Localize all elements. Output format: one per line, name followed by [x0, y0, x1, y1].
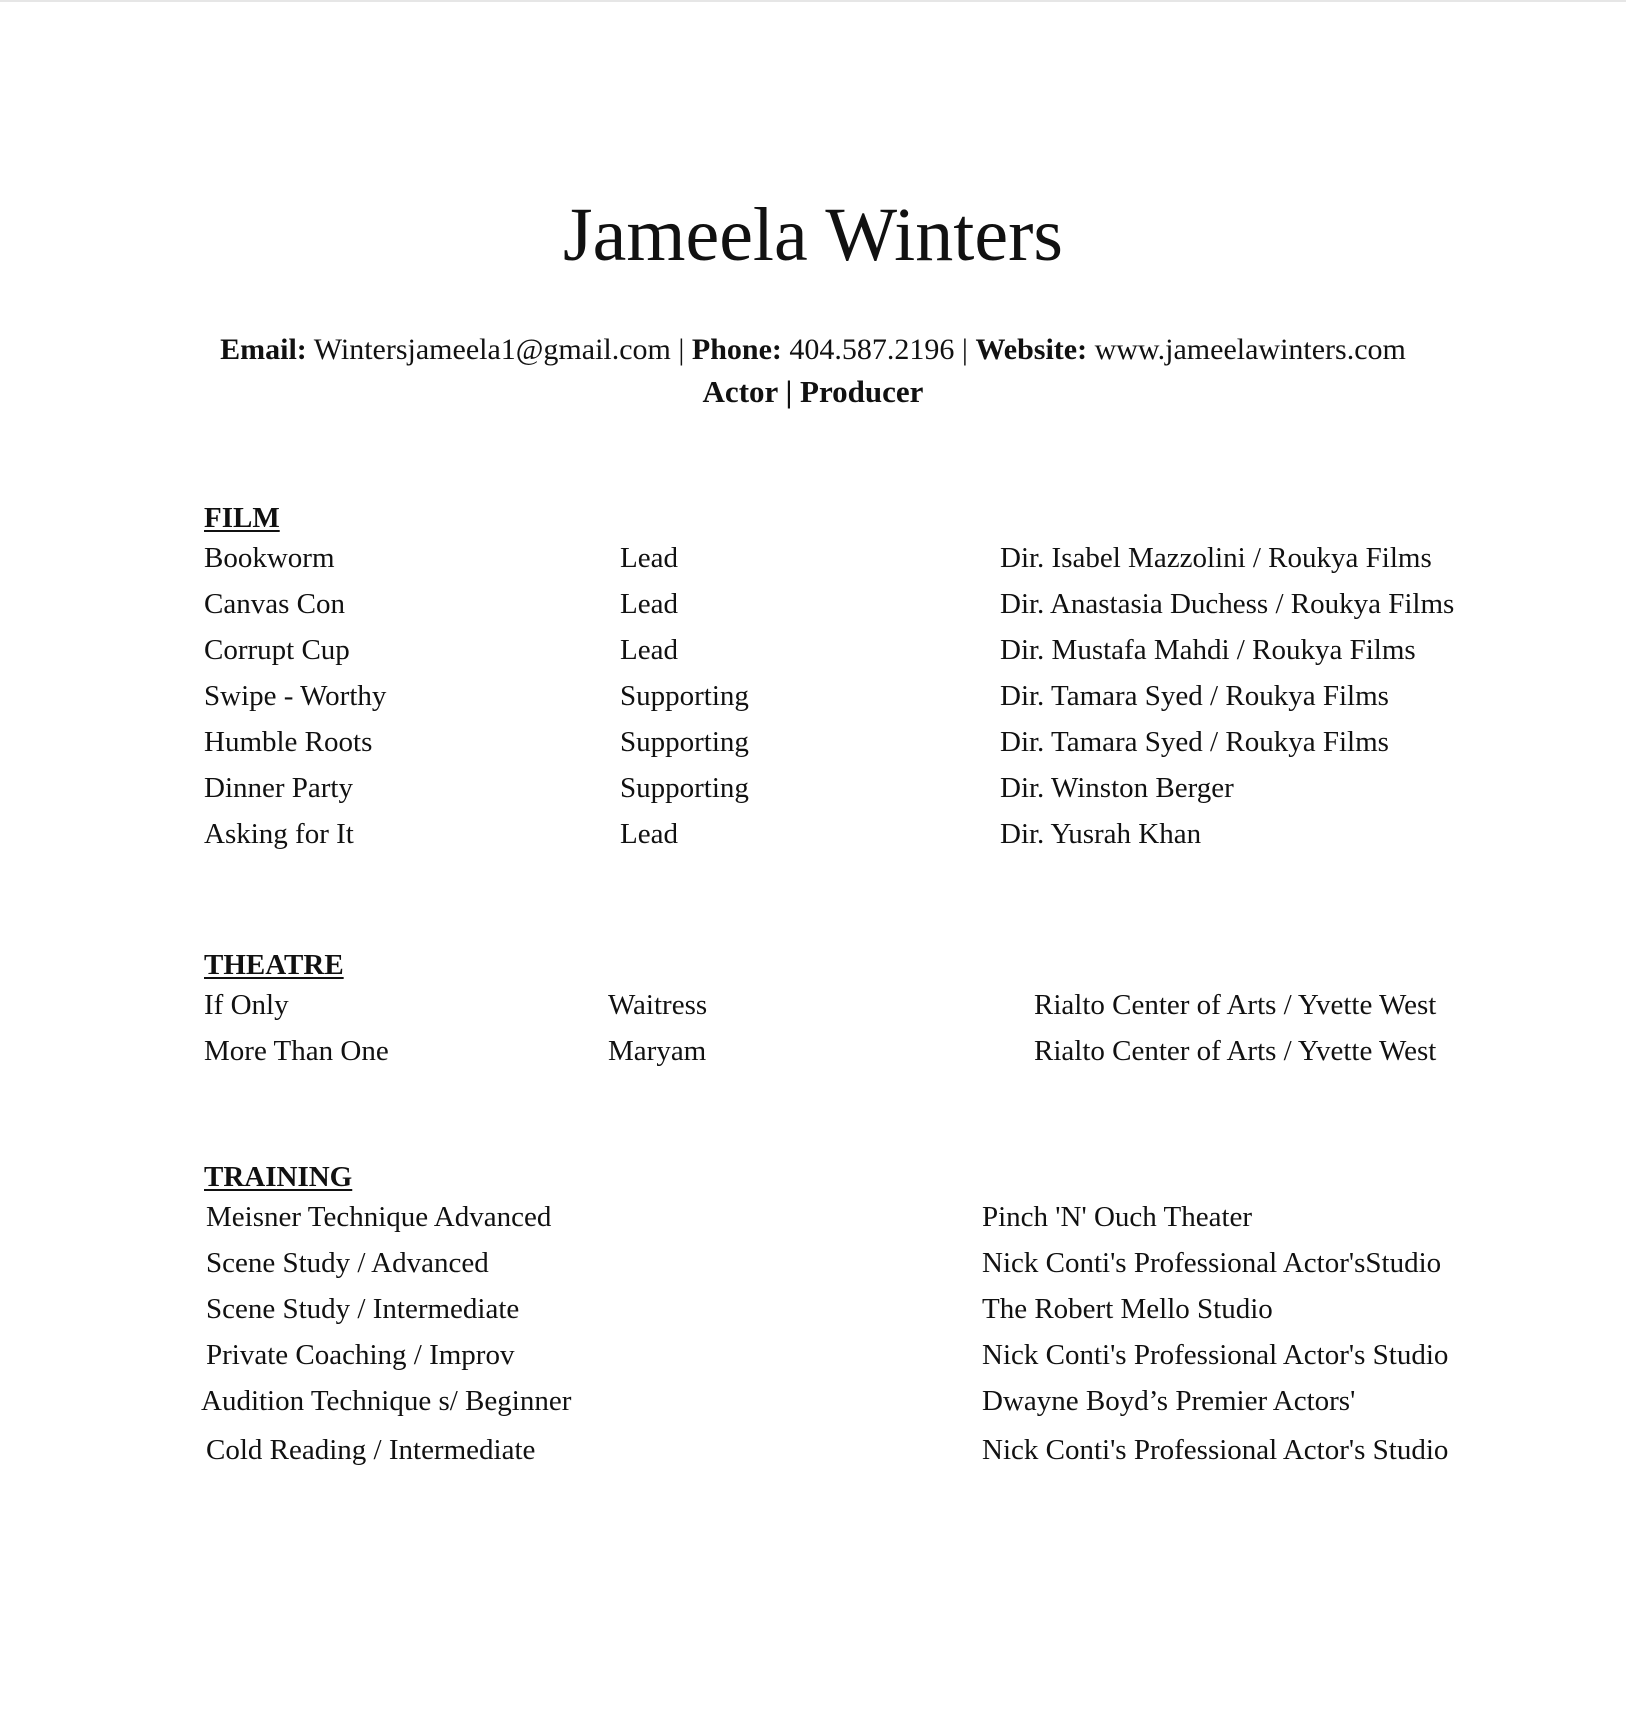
- training-school: The Robert Mello Studio: [982, 1293, 1273, 1325]
- credit-venue: Rialto Center of Arts / Yvette West: [1034, 1035, 1437, 1067]
- training-row: [0, 1286, 1626, 1332]
- credit-row: [0, 627, 1626, 673]
- credit-director: Dir. Anastasia Duchess / Roukya Films: [1000, 588, 1455, 620]
- credit-title: Canvas Con: [204, 588, 345, 620]
- page-top-edge: [0, 0, 1626, 2]
- training-row: [0, 1194, 1626, 1240]
- training-course: Cold Reading / Intermediate: [206, 1434, 536, 1466]
- credit-row: [0, 673, 1626, 719]
- theatre-heading: THEATRE: [204, 949, 344, 981]
- credit-title: Dinner Party: [204, 772, 353, 804]
- email-label: Email:: [220, 333, 307, 366]
- professional-roles: Actor | Producer: [702, 374, 924, 409]
- resume-name: Jameela Winters: [563, 193, 1063, 277]
- training-heading: TRAINING: [204, 1161, 353, 1193]
- credit-role: Lead: [620, 818, 678, 850]
- credit-role: Supporting: [620, 680, 749, 712]
- credit-role: Lead: [620, 588, 678, 620]
- credit-title: If Only: [204, 989, 289, 1021]
- credit-row: [0, 1028, 1626, 1074]
- credit-director: Dir. Isabel Mazzolini / Roukya Films: [1000, 542, 1432, 574]
- credit-director: Dir. Mustafa Mahdi / Roukya Films: [1000, 634, 1416, 666]
- credit-director: Dir. Tamara Syed / Roukya Films: [1000, 680, 1389, 712]
- phone-label: Phone:: [691, 333, 782, 366]
- credit-role: Lead: [620, 542, 678, 574]
- training-school: Pinch 'N' Ouch Theater: [982, 1201, 1253, 1233]
- credit-role: Maryam: [608, 1035, 707, 1067]
- training-school: Dwayne Boyd’s Premier Actors': [982, 1385, 1356, 1417]
- training-course: Scene Study / Intermediate: [206, 1293, 520, 1325]
- credit-role: Waitress: [608, 989, 708, 1021]
- contact-separator: |: [678, 333, 685, 366]
- training-row: [0, 1240, 1626, 1286]
- credit-venue: Rialto Center of Arts / Yvette West: [1034, 989, 1437, 1021]
- credit-title: Swipe - Worthy: [204, 680, 387, 712]
- credit-director: Dir. Winston Berger: [1000, 772, 1234, 804]
- credit-title: Bookworm: [204, 542, 335, 574]
- credit-role: Supporting: [620, 726, 749, 758]
- credit-row: [0, 719, 1626, 765]
- credit-title: More Than One: [204, 1035, 389, 1067]
- credit-director: Dir. Yusrah Khan: [1000, 818, 1202, 850]
- training-course: Scene Study / Advanced: [206, 1247, 489, 1279]
- training-row: [0, 1378, 1626, 1424]
- credit-row: [0, 765, 1626, 811]
- training-course: Meisner Technique Advanced: [206, 1201, 552, 1233]
- training-school: Nick Conti's Professional Actor'sStudio: [982, 1247, 1442, 1279]
- training-row: [0, 1427, 1626, 1473]
- contact-separator: |: [961, 333, 968, 366]
- training-course: Private Coaching / Improv: [206, 1339, 515, 1371]
- website-label: Website:: [975, 333, 1088, 366]
- training-course: Audition Technique s/ Beginner: [201, 1385, 572, 1417]
- credit-role: Supporting: [620, 772, 749, 804]
- website-value: www.jameelawinters.com: [1094, 333, 1406, 366]
- phone-value: 404.587.2196: [789, 333, 955, 366]
- credit-row: [0, 535, 1626, 581]
- film-heading: FILM: [204, 502, 280, 534]
- credit-director: Dir. Tamara Syed / Roukya Films: [1000, 726, 1389, 758]
- training-school: Nick Conti's Professional Actor's Studio: [982, 1434, 1449, 1466]
- credit-title: Humble Roots: [204, 726, 373, 758]
- credit-row: [0, 811, 1626, 857]
- email-value: Wintersjameela1@gmail.com: [313, 333, 671, 366]
- training-school: Nick Conti's Professional Actor's Studio: [982, 1339, 1449, 1371]
- training-row: [0, 1332, 1626, 1378]
- credit-title: Asking for It: [204, 818, 354, 850]
- credit-row: [0, 982, 1626, 1028]
- credit-role: Lead: [620, 634, 678, 666]
- credit-row: [0, 581, 1626, 627]
- credit-title: Corrupt Cup: [204, 634, 350, 666]
- contact-line: [0, 330, 1626, 370]
